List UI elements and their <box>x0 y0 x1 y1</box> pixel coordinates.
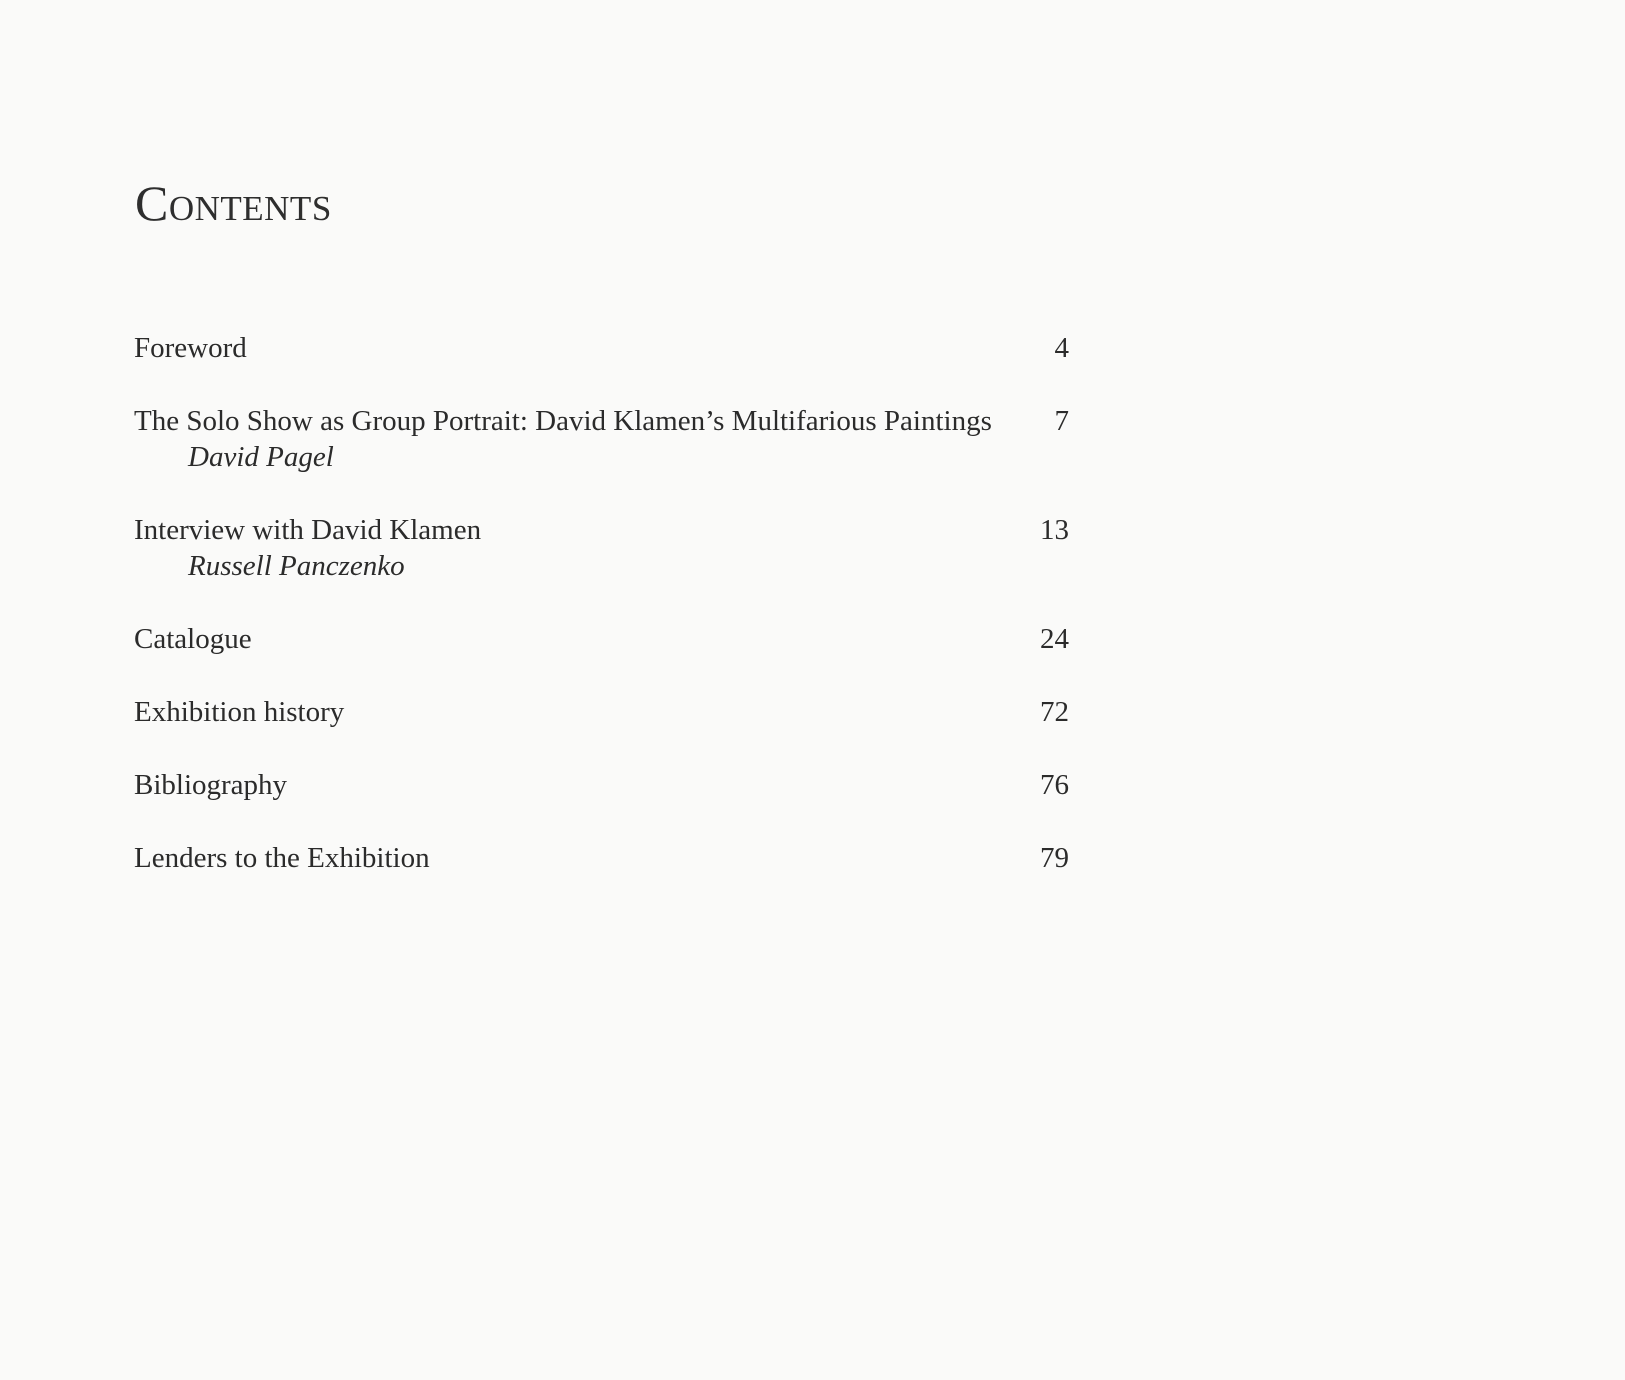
toc-entry-title: The Solo Show as Group Portrait: David Klamen’s Multifarious Paintings <box>134 405 992 437</box>
toc-entry-title: Catalogue <box>134 623 252 655</box>
toc-entry-title: Exhibition history <box>134 696 345 728</box>
toc-entry-page: 13 <box>1040 514 1069 546</box>
toc-entry-title: Lenders to the Exhibition <box>134 842 430 874</box>
toc-entry-page: 24 <box>1040 623 1069 655</box>
toc-entry-bibliography <box>134 767 1069 803</box>
toc-entry-lenders <box>134 840 1069 876</box>
toc-entry-interview <box>134 512 1069 584</box>
toc-entry-foreword <box>134 330 1069 366</box>
toc-entry-catalogue <box>134 621 1069 657</box>
toc-entry-exhibition-history <box>134 694 1069 730</box>
toc-entry-page: 7 <box>1054 405 1069 437</box>
toc-entry-page: 72 <box>1040 696 1069 728</box>
table-of-contents <box>134 330 1069 876</box>
toc-entry-solo-show <box>134 403 1069 475</box>
toc-entry-author: David Pagel <box>188 441 334 473</box>
contents-heading: Contents <box>135 175 332 231</box>
toc-entry-page: 79 <box>1040 842 1069 874</box>
toc-entry-page: 76 <box>1040 769 1069 801</box>
toc-entry-author: Russell Panczenko <box>188 550 405 582</box>
toc-entry-page: 4 <box>1054 332 1069 364</box>
toc-entry-title: Foreword <box>134 332 247 364</box>
toc-entry-title: Interview with David Klamen <box>134 514 482 546</box>
toc-entry-title: Bibliography <box>134 769 288 801</box>
